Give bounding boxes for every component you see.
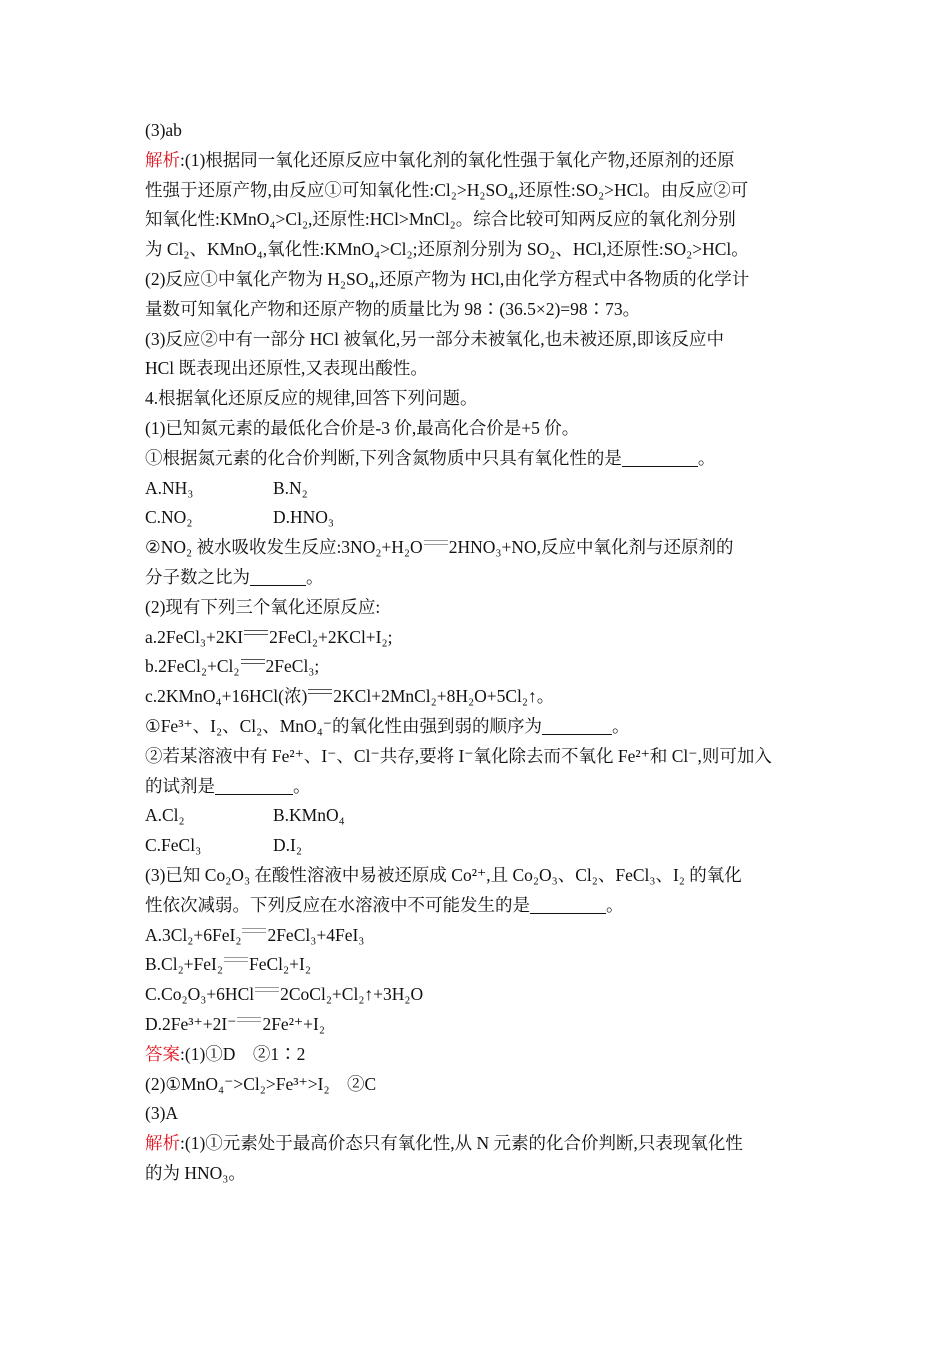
reaction-b: b.2FeCl₂+Cl₂ 2FeCl₃; (145, 656, 320, 677)
question-4-part3-cont: 性依次减弱。下列反应在水溶液中不可能发生的是 。 (145, 894, 624, 915)
analysis-line-8: HCl 既表现出还原性,又表现出酸性。 (145, 358, 428, 379)
analysis2-line-2: 的为 HNO₃。 (145, 1162, 246, 1183)
answer-blank[interactable] (542, 716, 612, 735)
question-4-part2-intro: (2)现有下列三个氧化还原反应: (145, 596, 381, 617)
equals-sign (307, 688, 333, 698)
equals-sign (423, 539, 449, 549)
question-4-2-2-cont: 的试剂是 。 (145, 775, 311, 796)
answer-3-ab: (3)ab (145, 120, 182, 140)
option-c: C.FeCl₃ (145, 835, 202, 856)
analysis-line-1: 解析:(1)根据同一氧化还原反应中氧化剂的氧化性强于氧化产物,还原剂的还原 (145, 149, 735, 170)
option-3c: C.Co₂O₃+6HCl 2CoCl₂+Cl₂↑+3H₂O (145, 984, 424, 1005)
options-ab (145, 474, 815, 504)
option-d: D.I₂ (273, 835, 302, 856)
analysis-line-5: (2)反应①中氧化产物为 H₂SO₄,还原产物为 HCl,由化学方程式中各物质的化学计 (145, 268, 750, 289)
answer-blank[interactable] (215, 776, 293, 795)
analysis2-line-1: 解析:(1)①元素处于最高价态只有氧化性,从 N 元素的化合价判断,只表现氧化性 (145, 1133, 743, 1154)
document-page (145, 116, 815, 1189)
question-4-part3: (3)已知 Co₂O₃ 在酸性溶液中易被还原成 Co²⁺,且 Co₂O₃、Cl₂、FeCl₃、I₂ 的氧化 (145, 864, 742, 885)
equals-sign (241, 927, 267, 937)
question-4-1-2-cont: 分子数之比为 。 (145, 566, 324, 587)
analysis-line-2: 性强于还原产物,由反应①可知氧化性:Cl₂>H₂SO₄,还原性:SO₂>HCl。由反应②可 (145, 179, 749, 200)
equals-sign (240, 658, 266, 668)
answer-blank[interactable] (250, 567, 306, 586)
equals-sign (243, 629, 269, 639)
question-4-1-2: ②NO₂ 被水吸收发生反应:3NO₂+H₂O 2HNO₃+NO,反应中氧化剂与还原剂的 (145, 537, 734, 558)
options-cd (145, 503, 815, 533)
question-4-2-2: ②若某溶液中有 Fe²⁺、I⁻、Cl⁻共存,要将 I⁻氧化除去而不氧化 Fe²⁺和 Cl⁻,则可加入 (145, 745, 772, 766)
question-4-title: 4.根据氧化还原反应的规律,回答下列问题。 (145, 388, 478, 409)
options-ab-2 (145, 801, 815, 831)
analysis-line-6: 量数可知氧化产物和还原产物的质量比为 98∶(36.5×2)=98∶73。 (145, 298, 641, 319)
analysis-line-7: (3)反应②中有一部分 HCl 被氧化,另一部分未被氧化,也未被还原,即该反应中 (145, 328, 724, 349)
permanganate-formula: MnO₄⁻ (279, 715, 333, 736)
answer-blank[interactable] (530, 895, 606, 914)
question-4-1-1: ①根据氮元素的化合价判断,下列含氮物质中只具有氧化性的是 。 (145, 447, 716, 468)
equals-sign (236, 1016, 262, 1026)
equals-sign (254, 986, 280, 996)
answer-line-2: (2)①MnO₄⁻>Cl₂>Fe³⁺>I₂ ②C (145, 1070, 815, 1100)
analysis-line-4: 为 Cl₂、KMnO₄,氧化性:KMnO₄>Cl₂;还原剂分别为 SO₂、HCl,还原性:SO₂>HCl。 (145, 239, 749, 260)
permanganate-formula: MnO₄⁻ (181, 1073, 234, 1094)
analysis-line-3: 知氧化性:KMnO₄>Cl₂,还原性:HCl>MnCl₂。综合比较可知两反应的氧化剂分别 (145, 209, 736, 230)
option-b: B.N₂ (273, 477, 308, 498)
answer-line-1: 答案:(1)①D ②1∶2 (145, 1043, 306, 1064)
option-c: C.NO₂ (145, 507, 193, 528)
options-cd-2 (145, 831, 815, 861)
analysis-label: 解析 (145, 1133, 180, 1154)
answer-line-3: (3)A (145, 1103, 179, 1124)
question-4-part1-intro: (1)已知氮元素的最低化合价是-3 价,最高化合价是+5 价。 (145, 417, 580, 438)
option-a: A.Cl₂ (145, 805, 185, 826)
question-4-2-1: ①Fe³⁺、I₂、Cl₂、MnO₄⁻的氧化性由强到弱的顺序为 。 (145, 712, 815, 742)
option-3b: B.Cl₂+FeI₂ FeCl₂+I₂ (145, 954, 311, 975)
answer-blank[interactable] (622, 448, 698, 467)
reaction-c: c.2KMnO₄+16HCl(浓) 2KCl+2MnCl₂+8H₂O+5Cl₂↑。 (145, 686, 555, 707)
answer-label: 答案 (145, 1043, 180, 1064)
equals-sign (223, 956, 249, 966)
option-b: B.KMnO₄ (273, 805, 345, 826)
analysis-label: 解析 (145, 149, 180, 170)
option-d: D.HNO₃ (273, 507, 335, 528)
option-3a: A.3Cl₂+6FeI₂ 2FeCl₃+4FeI₃ (145, 924, 365, 945)
option-a: A.NH₃ (145, 477, 194, 498)
reaction-a: a.2FeCl₃+2KI 2FeCl₂+2KCl+I₂; (145, 626, 393, 647)
option-3d: D.2Fe³⁺+2I⁻ 2Fe²⁺+I₂ (145, 1013, 325, 1034)
